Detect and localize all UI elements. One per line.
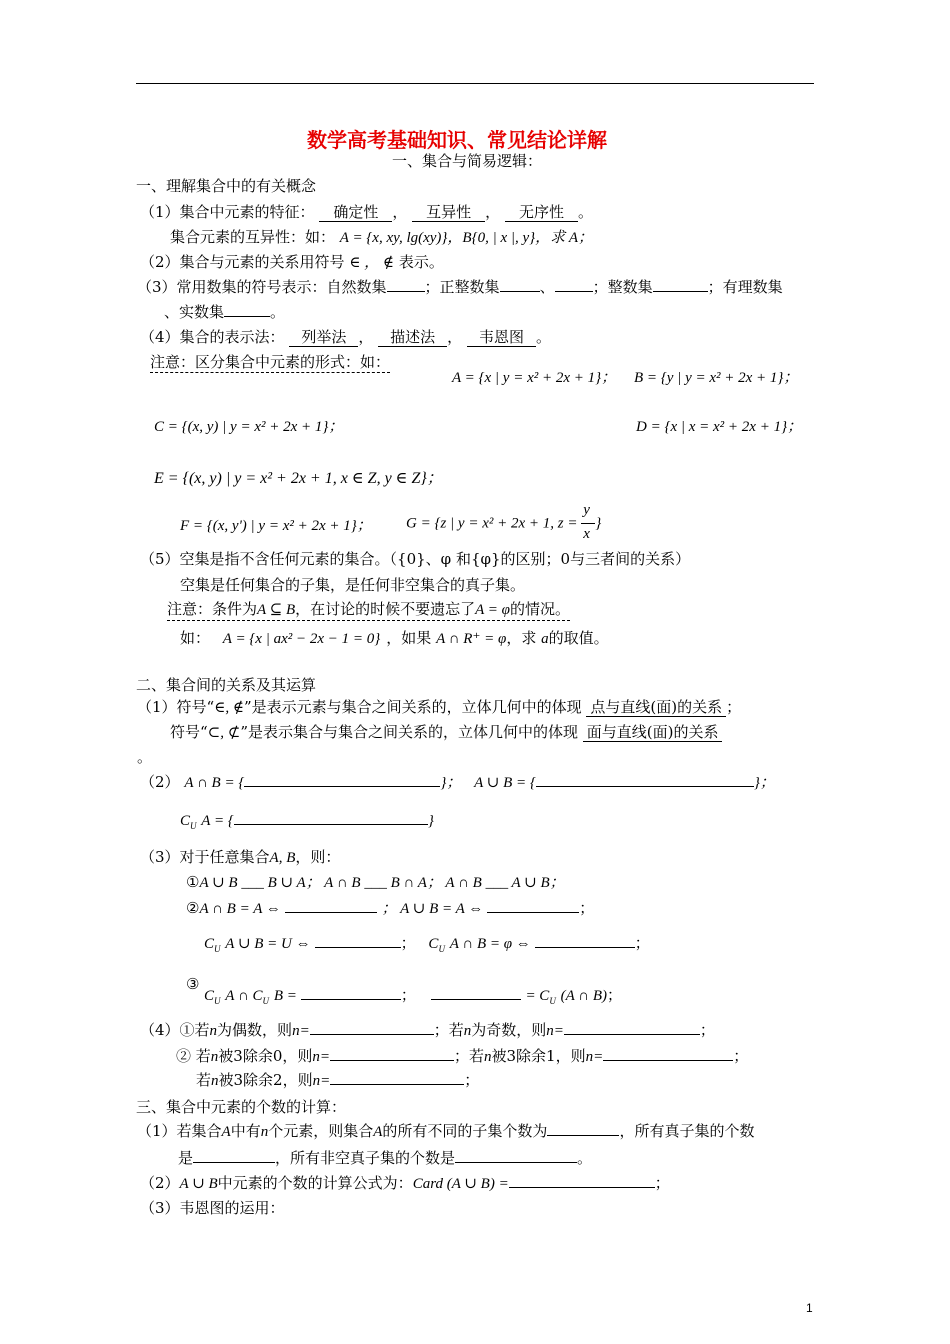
blank-field (285, 898, 377, 913)
number-sets-line-cont: 、实数集 。 (164, 303, 286, 321)
element-features-line: （1）集合中元素的特征： 确定性 ， 互异性 ， 无序性 。 (140, 203, 593, 221)
property-2b: $C_U$ A ∪ B = U ⇔ ； $C_U$ A ∩ B = φ ⇔ ； (204, 934, 650, 954)
symbol-element-line: （1）符号“∈, ∉”是表示元素与集合之间关系的，立体几何中的体现 点与直线(面)的关系 ； (137, 698, 742, 716)
blank-field (509, 1173, 655, 1188)
blank-field (653, 277, 708, 292)
membership-symbols: ∈ ， ∉ (349, 255, 395, 271)
property-3: $C_U$ A ∩ $C_U$ B = ； = $C_U$ (A ∩ B)； (204, 986, 623, 1006)
blank-field (310, 1020, 434, 1035)
blank-field (431, 985, 521, 1000)
complement-line: $C_U$ A = { } (180, 810, 434, 836)
blank-field (330, 1046, 454, 1061)
header-rule (136, 83, 814, 84)
answer-unordered: 无序性 (505, 203, 578, 222)
set-a: A = {x | y = x² + 2x + 1}； (452, 370, 617, 386)
cardinality-formula-line: （2）A ∪ B中元素的个数的计算公式为：Card (A ∪ B) = ； (140, 1174, 670, 1192)
blank-field (315, 933, 401, 948)
empty-set-note: 注意：条件为A ⊆ B，在讨论的时候不要遗忘了A = φ的情况。 (167, 599, 570, 621)
parity-line-1: （4）①若n为偶数，则n= ；若n为奇数，则n= ； (140, 1021, 715, 1039)
property-1: ①A ∪ B ___ B ∪ A； A ∩ B ___ B ∩ A； A ∩ B ___ A ∪ B； (186, 873, 565, 891)
example-formula: A = {x, xy, lg(xy)}，B{0, | x |, y}，求 A； (339, 230, 594, 246)
parity-line-3: 若n被3除余2，则n= ； (196, 1071, 480, 1089)
empty-set-subset-line: 空集是任何集合的子集，是任何非空集合的真子集。 (180, 576, 526, 594)
blank-field (555, 277, 593, 292)
document-title: 数学高考基础知识、常见结论详解 (307, 128, 607, 152)
line-label: （1）集合中元素的特征： (140, 203, 315, 221)
blank-field (603, 1046, 733, 1061)
blank-field (244, 772, 440, 787)
answer-distinctness: 互异性 (412, 203, 485, 222)
section-1-heading: 一、理解集合中的有关概念 (136, 177, 317, 195)
answer-venn: 韦恩图 (467, 328, 536, 347)
blank-field (387, 277, 425, 292)
subset-count-line-cont: 是 ，所有非空真子集的个数是 。 (178, 1149, 593, 1167)
blank-field (536, 772, 754, 787)
subset-count-line: （1）若集合A中有n个元素，则集合A的所有不同的子集个数为 ，所有真子集的个数 (137, 1122, 755, 1140)
blank-field (487, 898, 579, 913)
answer-determinacy: 确定性 (319, 203, 392, 222)
property-2: ②A ∩ B = A ⇔ ； A ∪ B = A ⇔ ； (186, 899, 595, 917)
set-d: D = {x | x = x² + 2x + 1}； (636, 419, 803, 435)
venn-usage-line: （3）韦恩图的运用： (140, 1199, 285, 1217)
intersection-union-line: （2） A ∩ B = { }； A ∪ B = { }； (140, 773, 775, 791)
note-element-form: 注意：区分集合中元素的形式：如： (150, 353, 391, 371)
blank-field (193, 1148, 275, 1163)
blank-field (234, 810, 428, 825)
blank-field (224, 302, 270, 317)
set-f: F = {(x, y') | y = x² + 2x + 1}； (180, 518, 372, 534)
symbol-set-line-end: 。 (137, 748, 153, 766)
section-2-heading: 二、集合间的关系及其运算 (136, 676, 317, 694)
page-number: 1 (806, 1301, 813, 1315)
any-sets-line: （3）对于任意集合A, B，则： (140, 848, 341, 866)
blank-field (564, 1020, 700, 1035)
membership-symbols-line: （2）集合与元素的关系用符号 ∈ ， ∉ 表示。 (140, 253, 444, 271)
empty-set-example: 如： A = {x | ax² − 2x − 1 = 0} ，如果 A ∩ R⁺ = φ，求 a的取值。 (180, 629, 609, 647)
set-e: E = {(x, y) | y = x² + 2x + 1, x ∈ Z, y ∈ Z}； (154, 470, 443, 487)
number-sets-line: （3）常用数集的符号表示：自然数集 ；正整数集 、 ；整数集 ；有理数集 (137, 278, 783, 296)
blank-field (500, 277, 540, 292)
set-g: G = {z | y = x² + 2x + 1, z = $\frac{y}{x}$ } (406, 502, 602, 542)
property-3-num: ③ (186, 975, 200, 993)
chapter-heading: 一、集合与简易逻辑： (392, 152, 543, 170)
blank-field (455, 1148, 577, 1163)
blank-field (330, 1070, 464, 1085)
blank-field (535, 933, 635, 948)
representation-line: （4）集合的表示法： 列举法 ， 描述法 ， 韦恩图 。 (140, 328, 551, 346)
symbol-set-line: 符号“⊂, ⊄”是表示集合与集合之间关系的，立体几何中的体现 面与直线(面)的关系 (170, 722, 722, 743)
section-3-heading: 三、集合中元素的个数的计算： (136, 1098, 347, 1116)
empty-set-line: （5）空集是指不含任何元素的集合。（{0}、φ 和{φ}的区别；0与三者间的关系） (140, 550, 691, 568)
set-b: B = {y | y = x² + 2x + 1}； (634, 370, 799, 386)
distinctness-example: 集合元素的互异性：如： A = {x, xy, lg(xy)}，B{0, | x |, y}，求 A； (170, 228, 594, 246)
parity-line-2: ② 若n被3除余0，则n= ；若n被3除余1，则n= ； (176, 1047, 749, 1065)
fraction-y-over-x: $\frac{y}{x}$ (581, 514, 595, 534)
answer-description: 描述法 (378, 328, 447, 347)
answer-point-line: 点与直线(面)的关系 (586, 698, 726, 717)
blank-field (301, 985, 401, 1000)
answer-enumeration: 列举法 (289, 328, 358, 347)
blank-field (547, 1121, 619, 1136)
set-c: C = {(x, y) | y = x² + 2x + 1}； (154, 419, 344, 435)
answer-plane-line: 面与直线(面)的关系 (583, 723, 723, 742)
